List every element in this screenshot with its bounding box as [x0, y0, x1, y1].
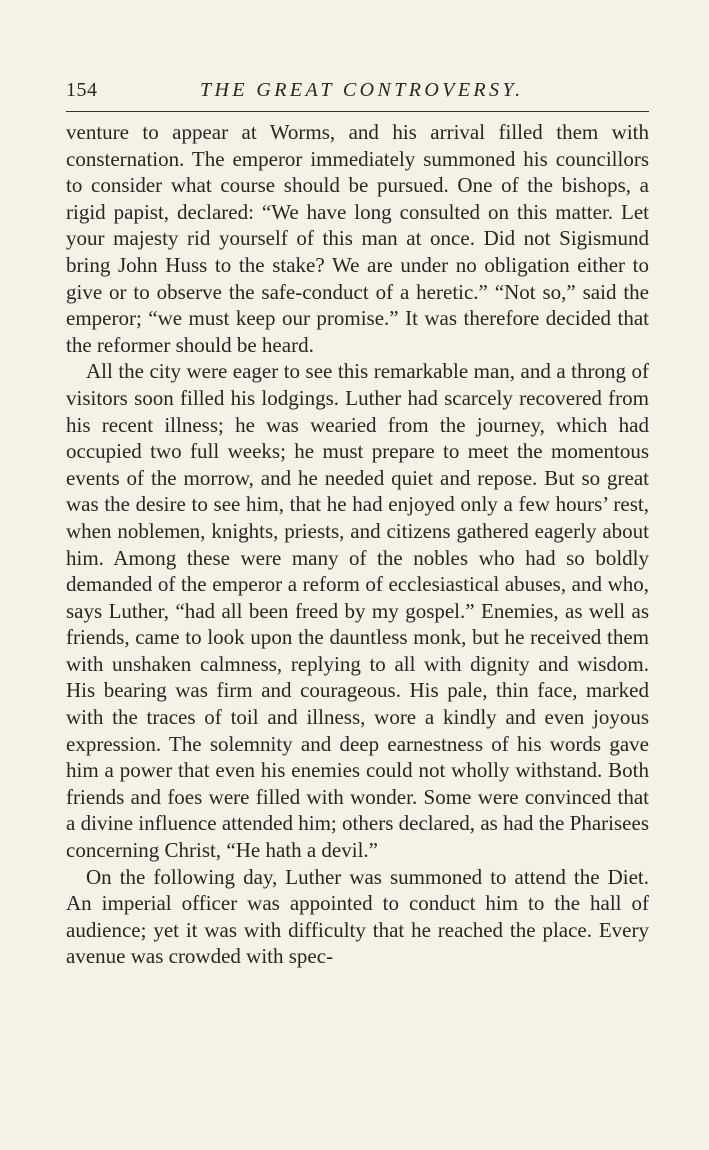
running-title: THE GREAT CONTROVERSY. — [200, 79, 524, 101]
page-number: 154 — [66, 79, 98, 101]
paragraph-3: On the following day, Luther was summoned to attend the Diet. An imperial officer was appointed to conduct him to the hall of audience; yet it was with difficulty that he reached the place. Every avenue was crowded with spec- — [66, 864, 649, 969]
body-text — [66, 119, 649, 970]
paragraph-2: All the city were eager to see this remarkable man, and a throng of visitors soon filled his lodgings. Luther had scarcely recovered from his recent illness; he was wearied from the journey, which had occupied two full weeks; he must prepare to meet the momentous events of the morrow, and he needed quiet and repose. But so great was the desire to see him, that he had enjoyed only a few hours’ rest, when noblemen, knights, priests, and citizens gathered eagerly about him. Among these were many of the nobles who had so boldly demanded of the emperor a reform of ecclesiastical abuses, and who, says Luther, “had all been freed by my gospel.” Enemies, as well as friends, came to look upon the dauntless monk, but he received them with unshaken calmness, replying to all with dignity and wisdom. His bearing was firm and courageous. His pale, thin face, marked with the traces of toil and illness, wore a kindly and even joyous expression. The solemnity and deep earnestness of his words gave him a power that even his enemies could not wholly withstand. Both friends and foes were filled with wonder. Some were convinced that a divine influence attended him; others declared, as had the Pharisees concerning Christ, “He hath a devil.” — [66, 359, 649, 863]
page-header — [66, 76, 648, 104]
paragraph-1: venture to appear at Worms, and his arrival filled them with consternation. The emperor immediately summoned his councillors to consider what course should be pursued. One of the bishops, a rigid papist, declared: “We have long consulted on this matter. Let your majesty rid yourself of this man at once. Did not Sigismund bring John Huss to the stake? We are under no obligation either to give or to observe the safe-conduct of a heretic.” “Not so,” said the emperor; “we must keep our promise.” It was therefore decided that the reformer should be heard. — [66, 120, 649, 357]
header-rule — [66, 111, 649, 112]
